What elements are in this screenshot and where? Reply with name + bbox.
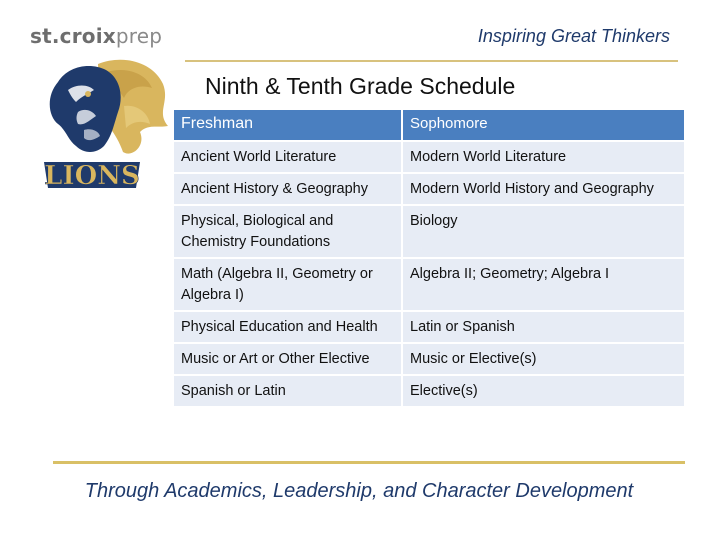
footer-motto: Through Academics, Leadership, and Character Development [84,480,634,502]
footer-divider [53,461,685,464]
table-cell: Biology [401,206,684,257]
table-cell: Spanish or Latin [174,376,401,406]
column-header-freshman: Freshman [174,110,401,140]
brand-part-2: prep [115,24,163,48]
table-cell: Music or Elective(s) [401,344,684,374]
table-cell: Physical Education and Health [174,312,401,342]
table-header-row [174,110,684,140]
tagline: Inspiring Great Thinkers [477,26,670,46]
table-cell: Physical, Biological and Chemistry Foundations [174,206,401,257]
table-row [174,174,684,204]
table-cell: Ancient World Literature [174,142,401,172]
table-cell: Music or Art or Other Elective [174,344,401,374]
table-row [174,206,684,257]
table-cell: Latin or Spanish [401,312,684,342]
table-cell: Algebra II; Geometry; Algebra I [401,259,684,310]
table-cell: Elective(s) [401,376,684,406]
brand-part-1: st.croix [30,24,116,48]
table-row [174,312,684,342]
table-row [174,376,684,406]
table-cell: Math (Algebra II, Geometry or Algebra I) [174,259,401,310]
page-title: Ninth & Tenth Grade Schedule [205,73,516,99]
logo-text: LIONS [44,161,140,189]
schedule-table [174,108,684,408]
table-cell: Ancient History & Geography [174,174,401,204]
header-divider [185,60,678,62]
table-row [174,142,684,172]
brand-wordmark [30,24,162,48]
table-row [174,259,684,310]
table-cell: Modern World History and Geography [401,174,684,204]
column-header-sophomore: Sophomore [401,110,684,140]
table-row [174,344,684,374]
lion-logo-icon [28,54,178,189]
table-cell: Modern World Literature [401,142,684,172]
